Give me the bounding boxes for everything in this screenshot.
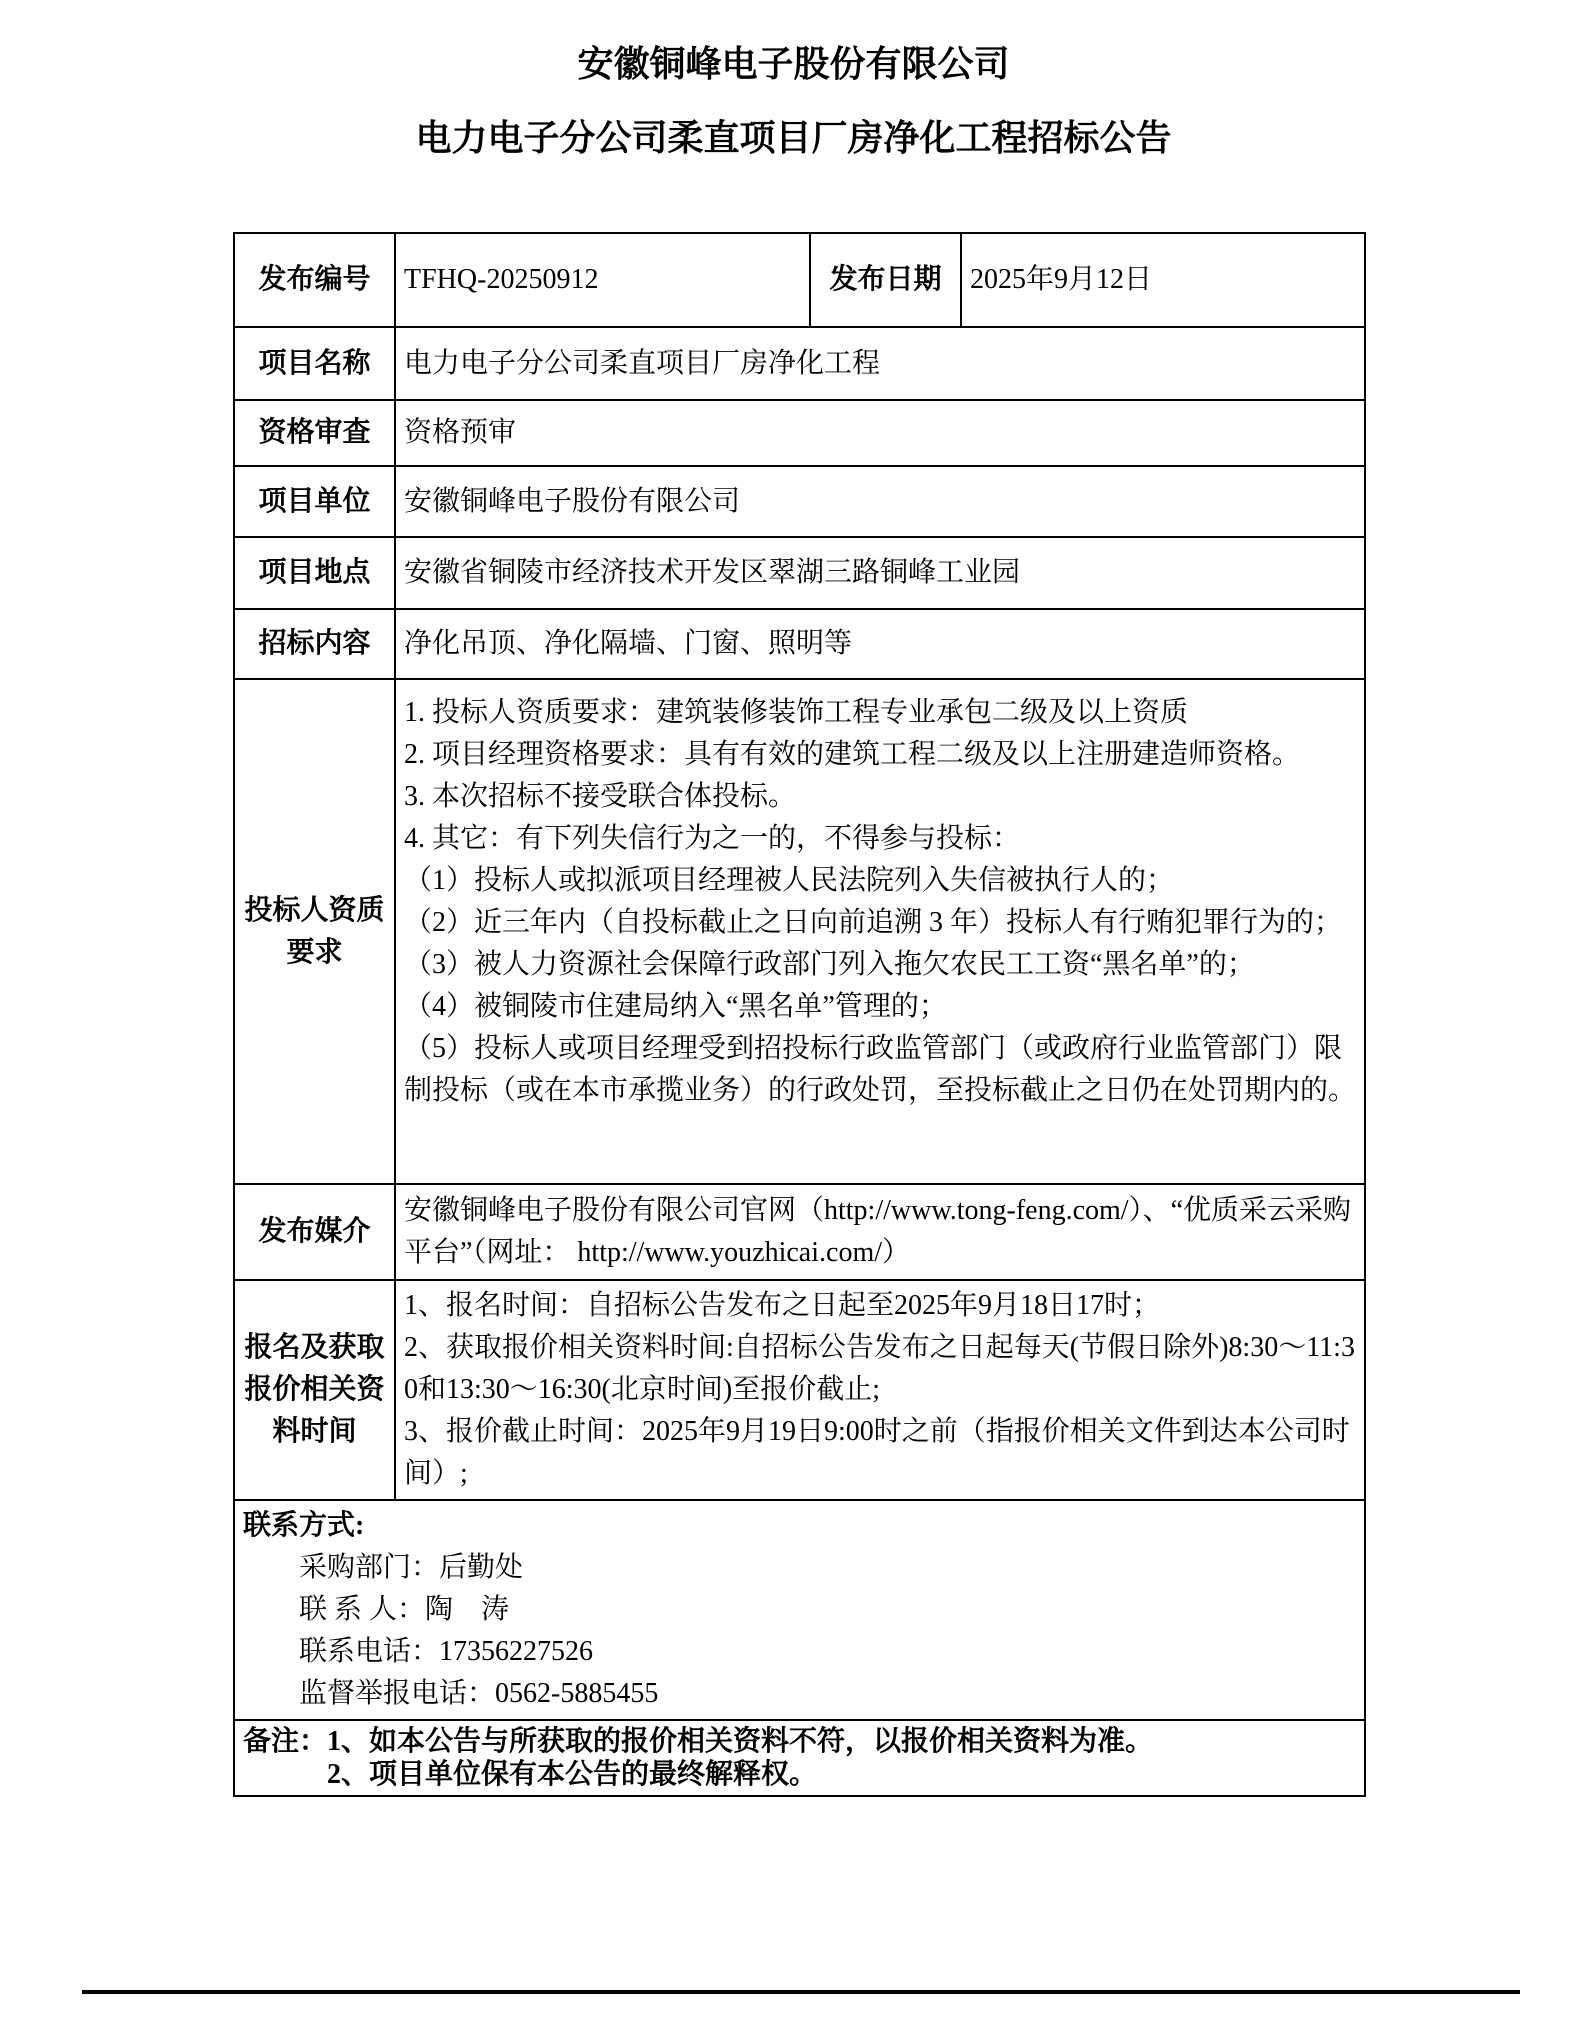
schedule-line: 3、报价截止时间：2025年9月19日9:00时之前（指报价相关文件到达本公司时间）; xyxy=(404,1416,1350,1489)
release-no-value: TFHQ-20250912 xyxy=(395,233,810,327)
row-tender-content xyxy=(234,609,1365,679)
tender-content-label: 招标内容 xyxy=(234,609,395,679)
qualification-line: （2）近三年内（自投标截止之日向前追溯 3 年）投标人有行贿犯罪行为的； xyxy=(404,907,1343,938)
remark-text: 1、如本公告与所获取的报价相关资料不符，以报价相关资料为准。 xyxy=(327,1726,1154,1757)
footer-rule xyxy=(82,1990,1520,1994)
row-publish-media xyxy=(234,1184,1365,1280)
qualification-line: 4. 其它：有下列失信行为之一的，不得参与投标： xyxy=(404,823,1021,854)
publish-media-value: 安徽铜峰电子股份有限公司官网（http://www.tong-feng.com/）、“优质采云采购平台”（网址： http://www.youzhicai.com/） xyxy=(395,1184,1365,1280)
project-name-label: 项目名称 xyxy=(234,327,395,400)
project-location-value: 安徽省铜陵市经济技术开发区翠湖三路铜峰工业园 xyxy=(395,537,1365,609)
remark-label: 备注： xyxy=(243,1726,328,1757)
contact-cell xyxy=(234,1500,1365,1720)
release-date-label: 发布日期 xyxy=(810,233,961,327)
bidder-qualification-label: 投标人资质要求 xyxy=(234,679,395,1184)
doc-subtitle: 电力电子分公司柔直项目厂房净化工程招标公告 xyxy=(415,118,1172,158)
row-contact xyxy=(234,1500,1365,1720)
row-bidder-qualification xyxy=(234,679,1365,1184)
bidder-qualification-value xyxy=(395,679,1365,1184)
project-unit-value: 安徽铜峰电子股份有限公司 xyxy=(395,466,1365,537)
qualification-line: （5）投标人或项目经理受到招投标行政监管部门（或政府行业监管部门）限制投标（或在本市承揽业务）的行政处罚，至投标截止之日仍在处罚期内的。 xyxy=(404,1033,1357,1106)
row-remark xyxy=(234,1720,1365,1796)
tender-content-value: 净化吊顶、净化隔墙、门窗、照明等 xyxy=(395,609,1365,679)
registration-time-value xyxy=(395,1280,1365,1500)
contact-line: 监督举报电话：0562-5885455 xyxy=(299,1678,659,1709)
row-registration-time xyxy=(234,1280,1365,1500)
row-project-location xyxy=(234,537,1365,609)
qualification-review-value: 资格预审 xyxy=(395,400,1365,466)
qualification-line: （3）被人力资源社会保障行政部门列入拖欠农民工工资“黑名单”的； xyxy=(404,949,1255,980)
publish-media-label: 发布媒介 xyxy=(234,1184,395,1280)
row-release-info xyxy=(234,233,1365,327)
project-unit-label: 项目单位 xyxy=(234,466,395,537)
qualification-line: 3. 本次招标不接受联合体投标。 xyxy=(404,781,797,812)
doc-title: 安徽铜峰电子股份有限公司 xyxy=(577,44,1010,84)
remark-line xyxy=(243,1725,1356,1758)
contact-heading: 联系方式: xyxy=(243,1510,365,1541)
contact-line: 联 系 人：陶 涛 xyxy=(299,1594,510,1625)
remark-line: 2、项目单位保有本公告的最终解释权。 xyxy=(327,1759,818,1790)
contact-line: 采购部门：后勤处 xyxy=(299,1552,524,1583)
qualification-line: （4）被铜陵市住建局纳入“黑名单”管理的； xyxy=(404,991,947,1022)
qualification-line: 2. 项目经理资格要求：具有有效的建筑工程二级及以上注册建造师资格。 xyxy=(404,739,1301,770)
schedule-line: 2、获取报价相关资料时间:自招标公告发布之日起每天(节假日除外)8:30～11:30和13:30～16:30(北京时间)至报价截止; xyxy=(404,1332,1355,1405)
row-qualification-review xyxy=(234,400,1365,466)
schedule-line: 1、报名时间：自招标公告发布之日起至2025年9月18日17时； xyxy=(404,1290,1161,1321)
project-name-value: 电力电子分公司柔直项目厂房净化工程 xyxy=(395,327,1365,400)
remark-cell xyxy=(234,1720,1365,1796)
qualification-line: 1. 投标人资质要求：建筑装修装饰工程专业承包二级及以上资质 xyxy=(404,697,1189,728)
row-project-unit xyxy=(234,466,1365,537)
registration-time-label: 报名及获取报价相关资料时间 xyxy=(234,1280,395,1500)
project-location-label: 项目地点 xyxy=(234,537,395,609)
release-no-label: 发布编号 xyxy=(234,233,395,327)
qualification-review-label: 资格审查 xyxy=(234,400,395,466)
announcement-table xyxy=(233,232,1366,1797)
row-project-name xyxy=(234,327,1365,400)
release-date-value: 2025年9月12日 xyxy=(961,233,1365,327)
contact-line: 联系电话：17356227526 xyxy=(299,1636,594,1667)
qualification-line: （1）投标人或拟派项目经理被人民法院列入失信被执行人的； xyxy=(404,865,1175,896)
